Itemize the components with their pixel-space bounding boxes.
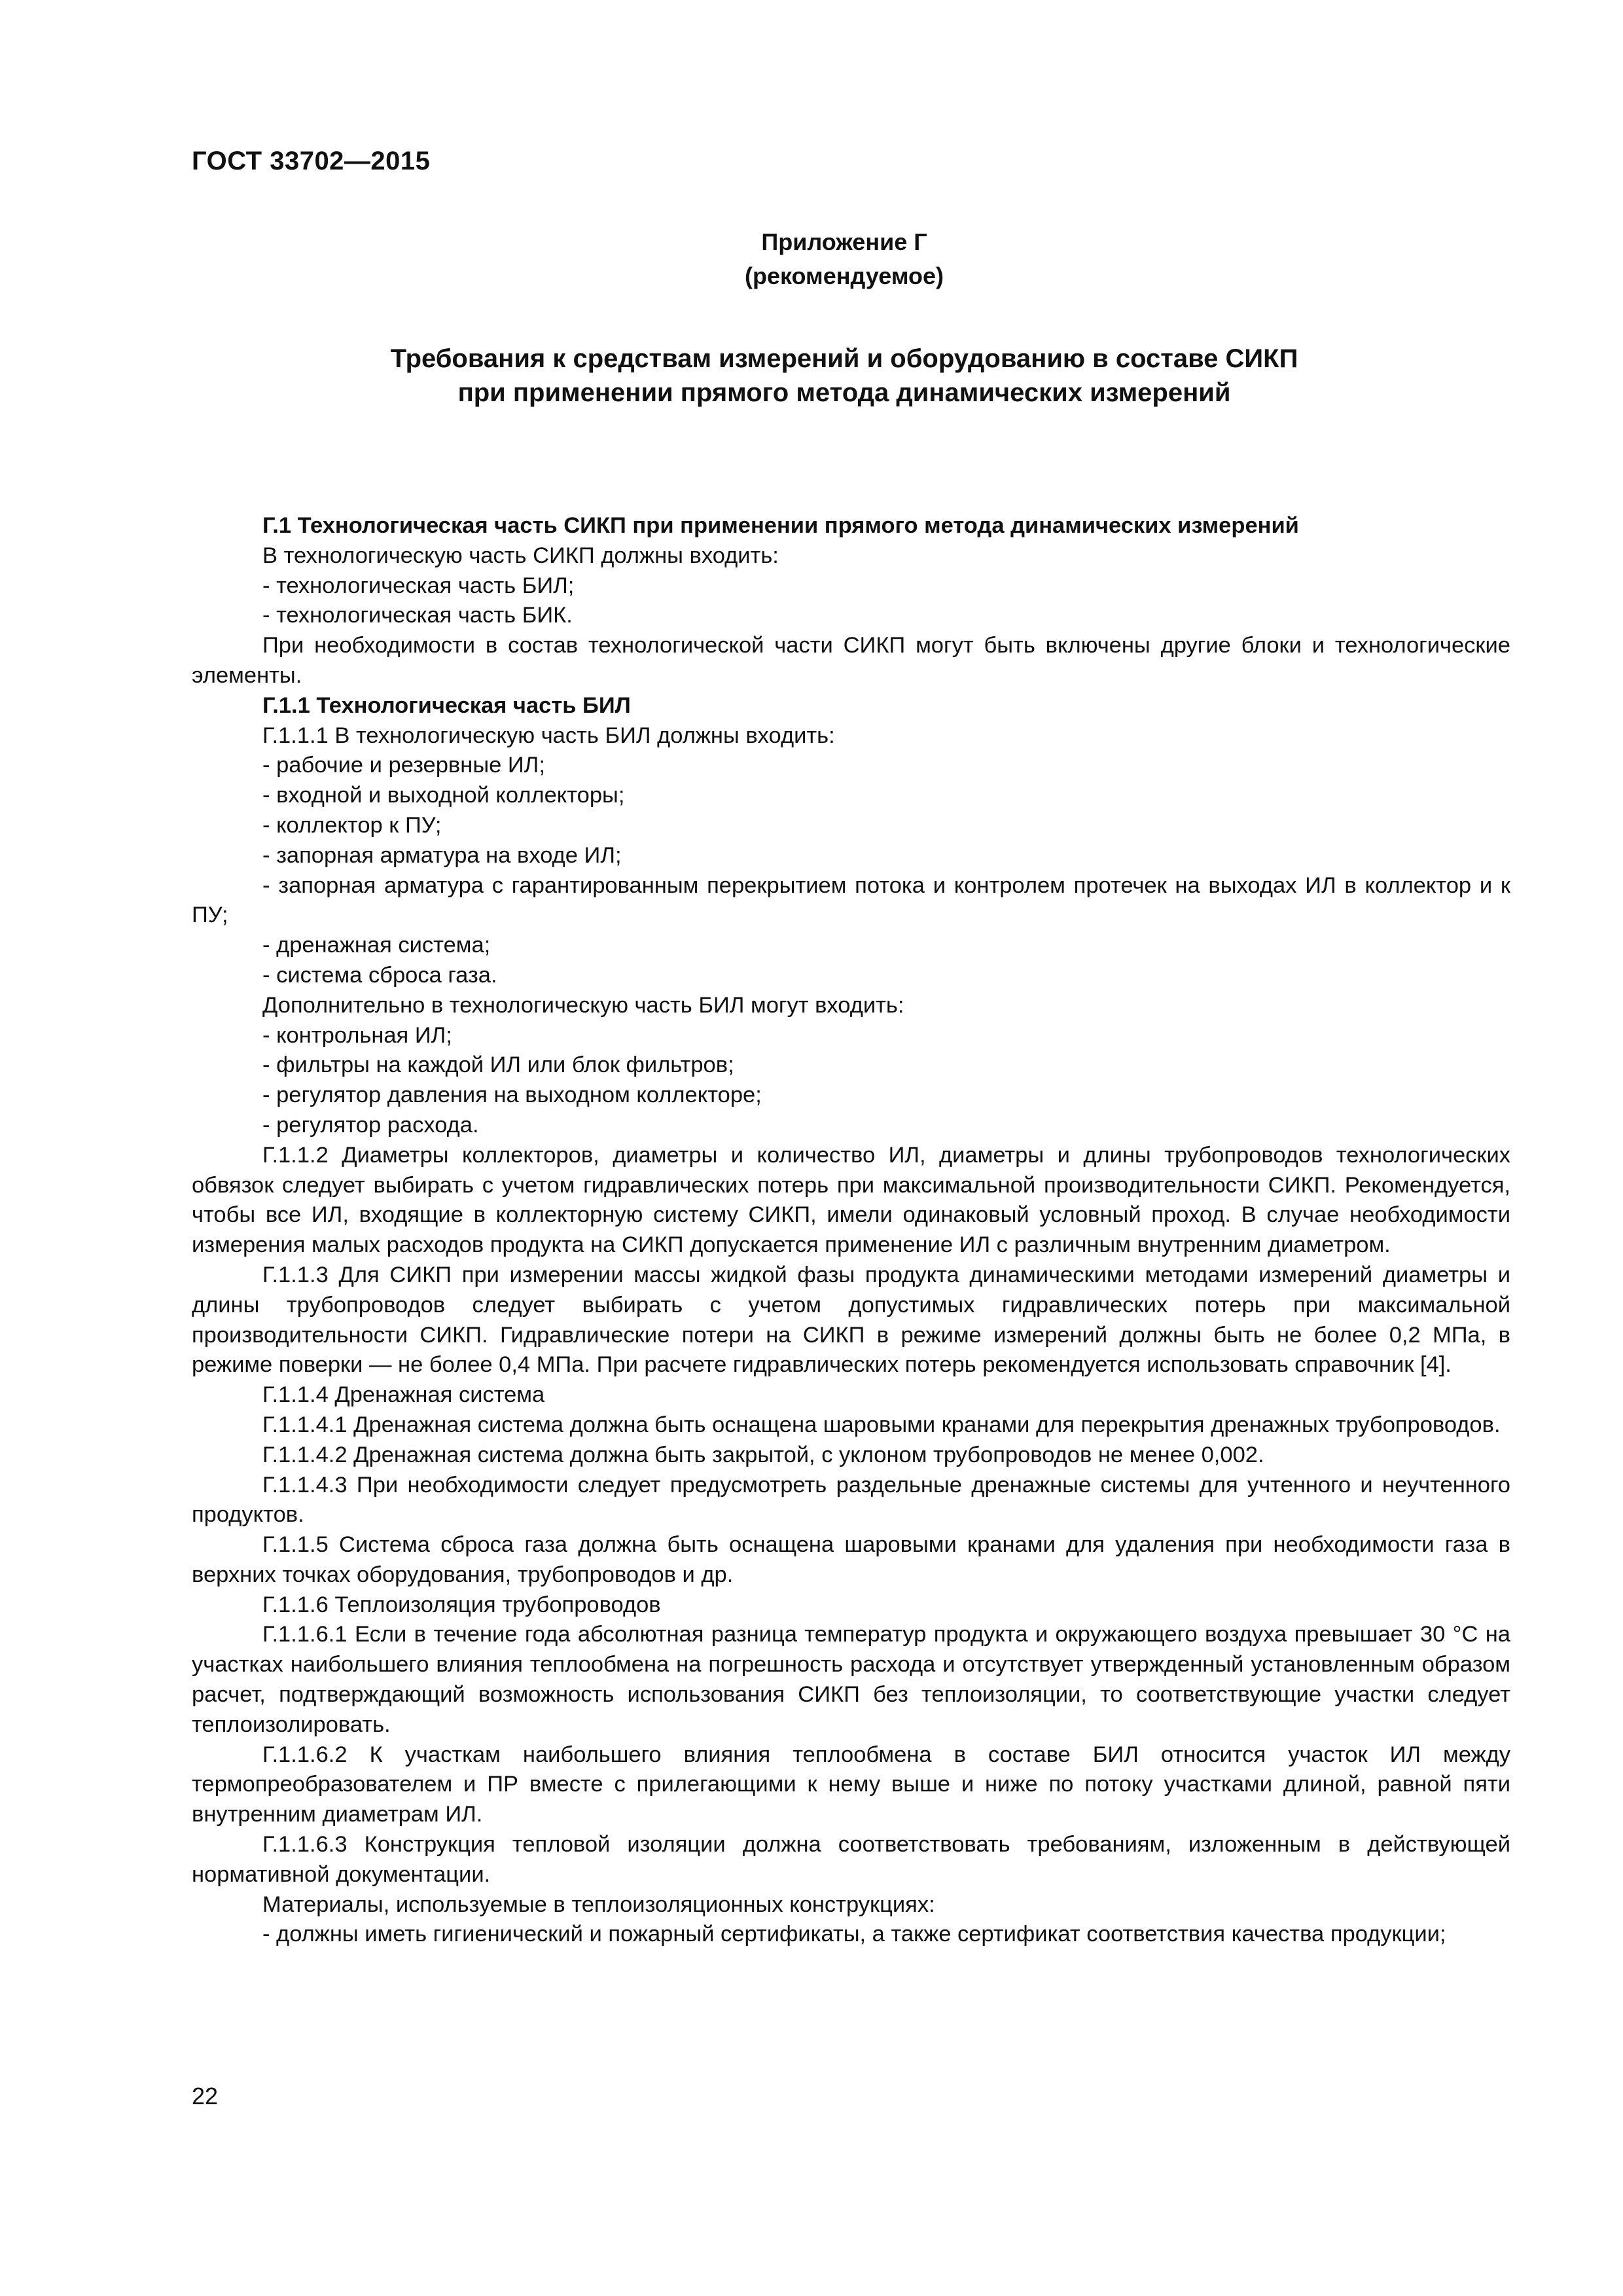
paragraph: - входной и выходной коллекторы; bbox=[262, 783, 625, 808]
paragraph: - рабочие и резервные ИЛ; bbox=[262, 753, 545, 778]
paragraph: Г.1.1.4.3 При необходимости следует предусмотреть раздельные дренажные системы для учтенного и неучтенного продуктов. bbox=[192, 1472, 1510, 1528]
appendix-label: Приложение Г bbox=[761, 228, 927, 255]
standard-designation: ГОСТ 33702—2015 bbox=[192, 147, 431, 175]
paragraph: Материалы, используемые в теплоизоляционных конструкциях: bbox=[262, 1892, 935, 1917]
paragraph: - фильтры на каждой ИЛ или блок фильтров; bbox=[262, 1052, 734, 1078]
paragraph: - коллектор к ПУ; bbox=[262, 812, 442, 838]
paragraph: Г.1.1.4.1 Дренажная система должна быть оснащена шаровыми кранами для перекрытия дренажных трубопроводов. bbox=[262, 1412, 1501, 1437]
paragraph: Г.1.1.6.3 Конструкция тепловой изоляции должна соответствовать требованиям, изложенным в действующей нормативной документации. bbox=[192, 1832, 1510, 1887]
paragraph: - регулятор расхода. bbox=[262, 1112, 479, 1138]
paragraph: - технологическая часть БИЛ; bbox=[262, 573, 575, 598]
paragraph: Г.1.1.1 В технологическую часть БИЛ должны входить: bbox=[262, 723, 835, 748]
paragraph: - запорная арматура на входе ИЛ; bbox=[262, 842, 622, 868]
paragraph: Г.1.1.6 Теплоизоляция трубопроводов bbox=[262, 1592, 661, 1617]
appendix-title-line-2: при применении прямого метода динамических измерений bbox=[457, 378, 1231, 407]
paragraph: В технологическую часть СИКП должны входить: bbox=[262, 543, 779, 568]
paragraph: Дополнительно в технологическую часть БИЛ могут входить: bbox=[262, 992, 904, 1018]
paragraph: Г.1.1.6.2 К участкам наибольшего влияния теплообмена в составе БИЛ относится участок ИЛ между термопреобразователем и ПР вместе с прилегающими к нему выше и ниже по потоку участками длиной, равной пяти внутренним диаметрам ИЛ. bbox=[192, 1742, 1510, 1827]
appendix-title-line-1: Требования к средствам измерений и оборудованию в составе СИКП bbox=[390, 344, 1298, 373]
paragraph: Г.1.1.4.2 Дренажная система должна быть закрытой, с уклоном трубопроводов не менее 0,002. bbox=[262, 1442, 1264, 1467]
paragraph: - регулятор давления на выходном коллекторе; bbox=[262, 1083, 762, 1108]
appendix-heading bbox=[0, 225, 1623, 293]
paragraph: - система сброса газа. bbox=[262, 962, 497, 988]
paragraph: - контрольная ИЛ; bbox=[262, 1022, 452, 1048]
paragraph: - запорная арматура с гарантированным перекрытием потока и контролем протечек на выходах ИЛ в коллектор и к ПУ; bbox=[192, 872, 1510, 928]
paragraph: - должны иметь гигиенический и пожарный сертификаты, а также сертификат соответствия качества продукции; bbox=[262, 1922, 1446, 1947]
paragraph: - дренажная система; bbox=[262, 933, 491, 958]
body-text bbox=[192, 511, 1510, 1950]
section-heading: Г.1 Технологическая часть СИКП при применении прямого метода динамических измерений bbox=[262, 513, 1299, 538]
paragraph: Г.1.1.5 Система сброса газа должна быть оснащена шаровыми кранами для удаления при необходимости газа в верхних точках оборудования, трубопроводов и др. bbox=[192, 1532, 1510, 1587]
page-number: 22 bbox=[192, 2083, 219, 2109]
paragraph: Г.1.1.6.1 Если в течение года абсолютная разница температур продукта и окружающего воздуха превышает 30 °С на участках наибольшего влияния теплообмена на погрешность расхода и отсутствует утвержденный установленным образом расчет, подтверждающий возможность использования СИКП без теплоизоляции, то соответствующие участки следует теплоизолировать. bbox=[192, 1622, 1510, 1737]
appendix-title bbox=[0, 342, 1623, 410]
paragraph: Г.1.1.4 Дренажная система bbox=[262, 1382, 545, 1408]
paragraph: Г.1.1.3 Для СИКП при измерении массы жидкой фазы продукта динамическими методами измерений диаметры и длины трубопроводов следует выбирать с учетом допустимых гидравлических потерь при максимальной производительности СИКП. Гидравлические потери на СИКП в режиме измерений должны быть не более 0,2 МПа, в режиме поверки — не более 0,4 МПа. При расчете гидравлических потерь рекомендуется использовать справочник [4]. bbox=[192, 1262, 1510, 1378]
paragraph: Г.1.1.2 Диаметры коллекторов, диаметры и количество ИЛ, диаметры и длины трубопроводов технологических обвязок следует выбирать с учетом гидравлических потерь при максимальной производительности СИКП. Рекомендуется, чтобы все ИЛ, входящие в коллекторную систему СИКП, имели одинаковый условный проход. В случае необходимости измерения малых расходов продукта на СИКП допускается применение ИЛ с различным внутренним диаметром. bbox=[192, 1142, 1510, 1258]
section-heading: Г.1.1 Технологическая часть БИЛ bbox=[262, 692, 631, 718]
appendix-status: (рекомендуемое) bbox=[745, 262, 944, 289]
paragraph: - технологическая часть БИК. bbox=[262, 603, 573, 628]
paragraph: При необходимости в состав технологической части СИКП могут быть включены другие блоки и технологические элементы. bbox=[192, 633, 1510, 688]
